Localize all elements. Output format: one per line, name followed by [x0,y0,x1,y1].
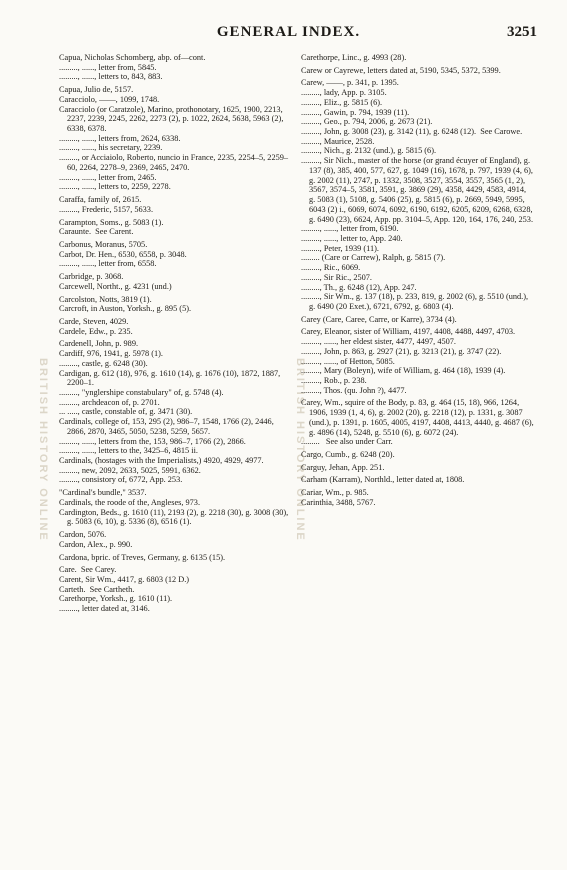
index-entry: ........., or Acciaiolo, Roberto, nuncio in France, 2235, 2254–5, 2259–60, 2264, 2278–9, 2369, 2465, 2470. [59,153,289,172]
index-entry: Cardenell, John, p. 989. [59,339,139,349]
index-entry: Carcroft, in Auston, Yorksh., g. 895 (5). [59,304,192,314]
index-entry: Carinthia, 3488, 5767. [301,497,376,507]
page-header [40,24,537,46]
index-entry: Cardigan, g. 612 (18), 976, g. 1610 (14), g. 1676 (10), 1872, 1887, 2200–1. [59,368,283,388]
index-entry: Cardinals, the roode of the, Angleses, 973. [59,497,201,507]
index-entry: ........., new, 2092, 2633, 5025, 5991, 6362. [59,465,201,475]
index-entry: ........., Sir Nich., master of the horse (or grand écuyer of England), g. 137 (8), 385, 400, 577, 627, g. 1049 (16), 1678, p. 797, 1939 (4, 6), g. 2002 (11), 2747, p. 1332, 3508, 3527, 3554, 3557, 3565 (1, 2), 3567, 3574–5, 3581, 3591, g. 3869 (29), 4358, 4429, 4583, 4914, g. 5083 (1), 5108, g. 5406 (25), g. 5815 (6), p. 2669, 5949, 5995, 6043 (2) i., 6069, 6074, 6092, 6190, 6192, 6205, 6209, 6268, 6328, g. 6490 (23), 6624, App. pp. 3104–5, App. 120, 164, 176, 240, 253. [301,156,536,224]
index-entry: Capua, Julio de, 5157. [59,85,134,95]
index-entry: ........., Eliz., g. 5815 (6). [301,97,383,107]
index-entry: Carbridge, p. 3068. [59,272,124,282]
page-number: 3251 [507,24,537,40]
index-entry: ........., Peter, 1939 (11). [301,243,379,253]
index-entry: ........., Ric., 6069. [301,263,361,273]
index-entry: ........., ......, letter from, 6190. [301,224,399,234]
index-entry: Carent, Sir Wm., 4417, g. 6803 (12 D.) [59,574,190,584]
index-entry: ........., John, p. 863, g. 2927 (21), g. 3213 (21), g. 3747 (22). [301,346,502,356]
index-entry: ........., Nich., g. 2132 (und.), g. 5815 (6). [301,146,437,156]
index-entry: Cardinals, college of, 153, 295 (2), 986–7, 1548, 1766 (2), 2446, 2866, 2870, 3465, 5050, 5238, 5259, 5657. [59,417,276,436]
index-entry: Cardon, 5076. [59,530,107,540]
index-entry: Caraffa, family of, 2615. [59,195,142,205]
index-entry: ........., John, g. 3008 (23), g. 3142 (11), g. 6248 (12). See Carowe. [301,127,523,137]
index-entry: ........., consistory of, 6772, App. 253. [59,475,183,485]
index-entry: Carbonus, Moranus, 5705. [59,239,148,249]
index-entry: Cardona, bpric. of Treves, Germany, g. 6135 (15). [59,552,226,562]
index-entry: Carde, Steven, 4029. [59,316,129,326]
index-column-left [59,53,292,614]
index-entry: Carew, ——, p. 341, p. 1395. [301,78,399,88]
index-entry: ........., Rob., p. 238. [301,376,367,385]
index-entry: Carcolston, Notts, 3819 (1). [59,294,152,304]
index-entry: ......... See also under Carr. [301,437,393,447]
index-entry: Caracciolo, ——, 1099, 1748. [59,94,160,104]
index-entry: ........., letter dated at, 3146. [59,604,150,614]
index-entry: ........., ......, letter from, 5845. [59,62,157,72]
index-entry: Caraunte. See Carent. [59,227,134,237]
index-entry: Carethorpe, Linc., g. 4993 (28). [301,53,407,62]
index-entry: ........., ......, his secretary, 2239. [59,143,163,153]
index-entry: Cariar, Wm., p. 985. [301,488,369,498]
index-entry: ........., Th., g. 6248 (12), App. 247. [301,282,417,292]
running-head-title: GENERAL INDEX. [216,24,361,40]
index-entry: ........., lady, App. p. 3105. [301,88,387,98]
index-entry: ........., ......, letters from the, 153, 986–7, 1766 (2), 2866. [59,436,246,446]
index-entry: ........., Sir Wm., g. 137 (18), p. 233, 819, g. 2002 (6), g. 5510 (und.), g. 6490 (20 Exet.), 6721, 6792, g. 6803 (4). [301,292,531,311]
index-entry: Cardon, Alex., p. 990. [59,539,133,549]
index-entry: Carham (Karram), Northld., letter dated at, 1808. [301,475,465,485]
index-entry: ........., Frederic, 5157, 5633. [59,204,154,214]
watermark-right: BRITISH HISTORY ONLINE [294,358,306,542]
index-entry: Capua, Nicholas Schomberg, abp. of—cont. [59,53,206,62]
watermark-left: BRITISH HISTORY ONLINE [37,358,49,542]
index-entry: ........., ......, letters to, 2259, 2278. [59,182,171,192]
index-entry: Cardinals, (hostages with the Imperialists,) 4920, 4929, 4977. [59,456,264,466]
index-entry: Carteth. See Cartheth. [59,584,135,594]
index-entry: ........., castle, g. 6248 (30). [59,358,148,368]
index-entry: Carethorpe, Yorksh., g. 1610 (11). [59,594,173,604]
index-entry: ........., ......, letters from, 2624, 6338. [59,133,181,143]
index-entry: Cardington, Beds., g. 1610 (11), 2193 (2), g. 2218 (30), g. 3008 (30), g. 5083 (6, 10), g. 5336 (8), 6516 (1). [59,507,291,527]
index-entry: Carey, Eleanor, sister of William, 4197, 4408, 4488, 4497, 4703. [301,327,516,337]
index-entry: ........., ......, letter from, 6558. [59,259,157,269]
index-entry: Carey (Care, Caree, Carre, or Karre), 3734 (4). [301,314,457,324]
index-entry: ........., archdeacon of, p. 2701. [59,397,160,407]
index-entry: ........., Thos. (qu. John ?), 4477. [301,385,407,395]
index-entry: Carcewell, Northt., g. 4231 (und.) [59,281,172,291]
index-entry: ........., ......, letter to, App. 240. [301,233,403,243]
index-entry: Cardiff, 976, 1941, g. 5978 (1). [59,349,164,359]
index-entry: ........., ......, letter from, 2465. [59,172,157,182]
index-entry: ........., Sir Ric., 2507. [301,272,372,282]
index-entry: ........., Maurice, 2528. [301,136,375,146]
index-entry: Carew or Cayrewe, letters dated at, 5190, 5345, 5372, 5399. [301,65,501,75]
index-entry: ........., Geo., p. 794, 2006, g. 2673 (21). [301,117,433,127]
index-entry: ........., ......, letters to, 843, 883. [59,72,163,82]
index-entry: ........., "ynglershipe constabulary" of, g. 5748 (4). [59,388,224,397]
index-entry: Carguy, Jehan, App. 251. [301,462,385,472]
index-entry: Cardele, Edw., p. 235. [59,326,133,336]
index-entry: Care. See Carey. [59,565,117,575]
index-entry: Caracciolo (or Caratzole), Marino, prothonotary, 1625, 1900, 2213, 2237, 2239, 2245, 2262, 2273 (2), p. 1022, 2624, 5638, 5963 (2), 6338, 6378. [59,104,286,134]
index-entry: ......... (Care or Carrew), Ralph, g. 5815 (7). [301,253,446,263]
index-entry: ........., Mary (Boleyn), wife of William, g. 464 (18), 1939 (4). [301,366,506,376]
index-entry: Cargo, Cumb., g. 6248 (20). [301,450,395,460]
index-entry: ... ....., castle, constable of, g. 3471 (30). [59,407,193,417]
index-entry: ........., ......, letters to the, 3425–6, 4815 ii. [59,446,198,456]
index-entry: Carampton, Soms., g. 5083 (1). [59,217,164,227]
index-entry: ........., ......, of Hetton, 5085. [301,356,395,366]
index-column-right [301,53,534,508]
index-entry: ........., Gawin, p. 794, 1939 (11). [301,107,410,117]
index-entry: ........., ......, her eldest sister, 4477, 4497, 4507. [301,337,456,347]
index-entry: Carbot, Dr. Hen., 6530, 6558, p. 3048. [59,249,187,259]
index-entry: "Cardinal's bundle," 3537. [59,488,147,498]
index-entry: Carey, Wm., squire of the Body, p. 83, g. 464 (15, 18), 966, 1264, 1906, 1939 (1, 4, 6), g. 2002 (20), g. 2218 (12), p. 1331, g. 3087 (und.), p. 1391, p. 1605, 4005, 4197, 4408, 4413, 4440, g. 4687 (6), g. 4896 (14), 5248, g. 5510 (6), g. 6072 (24). [301,398,536,437]
